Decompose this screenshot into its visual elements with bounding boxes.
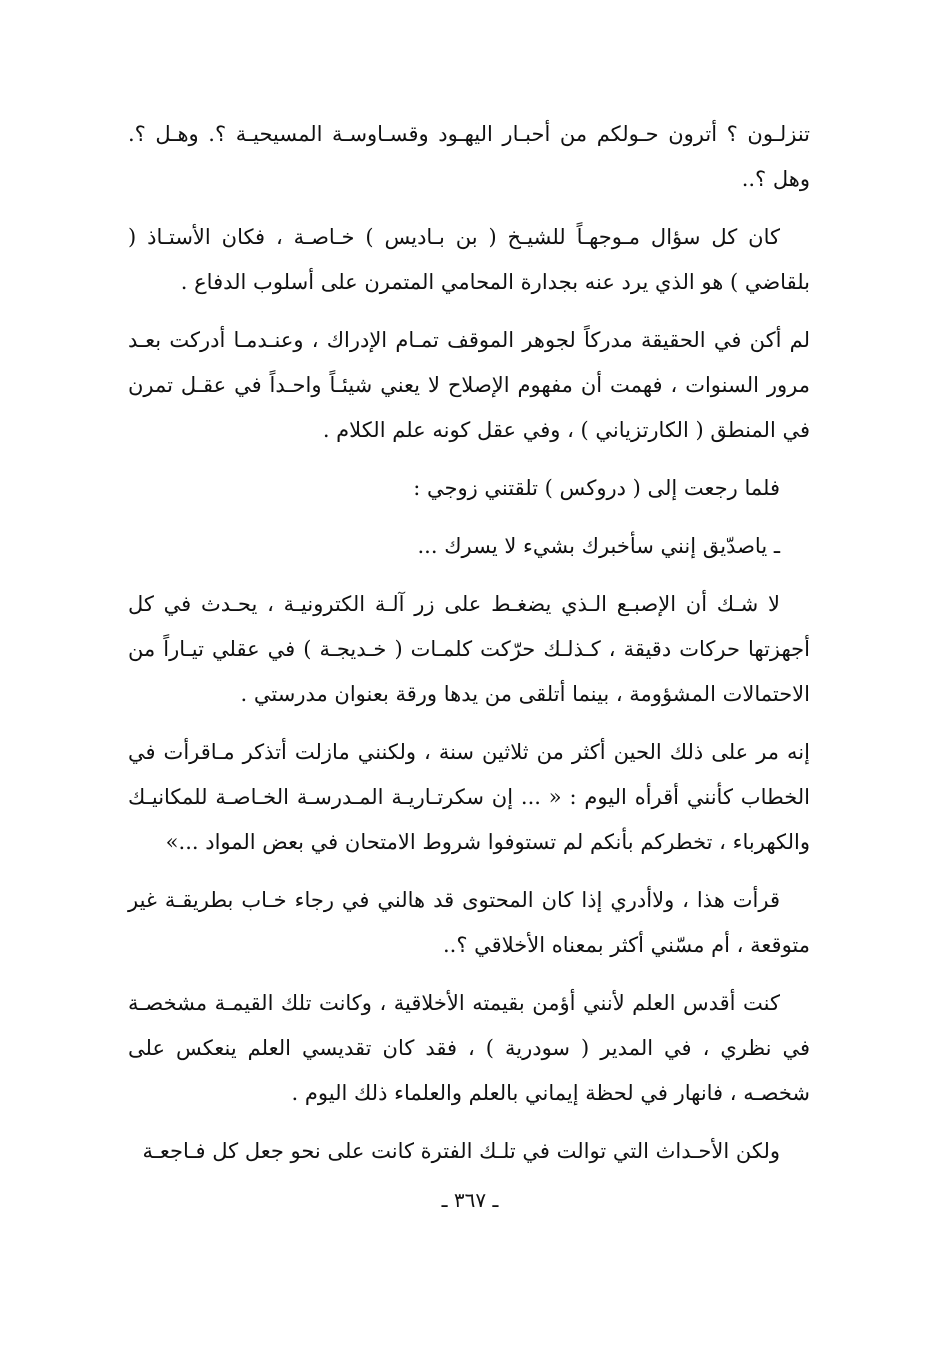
paragraph: قرأت هذا ، ولاأدري إذا كان المحتوى قد هالني في رجاء خـاب بطريقـة غير متوقعة ، أم مسّني أكثر بمعناه الأخلاقي ؟.. [128,888,810,957]
paragraph: لم أكن في الحقيقة مدركاً لجوهر الموقف تمـام الإدراك ، وعنـدمـا أدركت بعـد مرور السنوات ، فهمت أن مفهوم الإصلاح لا يعني شيئـاً واحـداً في عقـل تمرن في المنطق ( الكارتزياني ) ، وفي عقل كونه علم الكلام . [128,328,810,442]
paragraph: كان كل سؤال مـوجهـاً للشيـخ ( بن بـاديس ) خـاصـة ، فكان الأستـاذ ( بلقاضي ) هو الذي يرد عنه بجدارة المحامي المتمرن على أسلوب الدفاع . [128,225,810,294]
paragraph-continues-next-page: ولكن الأحـداث التي توالت في تلـك الفترة كانت على نحو جعل كل فـاجعـة [142,1139,780,1163]
book-page-text [128,112,810,1185]
paragraph-continuation: تنزلـون ؟ أترون حـولكم من أحبـار اليهـود وقسـاوسـة المسيحيـة ؟. وهـل ؟. وهل ؟.. [128,122,810,191]
paragraph: كنت أقدس العلم لأنني أؤمن بقيمته الأخلاقية ، وكانت تلك القيمـة مشخصـة في نظري ، في المدير ( سودرية ) ، فقد كان تقديسي العلم ينعكس على شخصـه ، فانهار في لحظة إيماني بالعلم والعلماء ذلك اليوم . [128,991,810,1105]
paragraph: فلما رجعت إلى ( دروكس ) تلقتني زوجي : [413,476,780,500]
paragraph-dialogue: ـ ياصدّيق إنني سأخبرك بشيء لا يسرك ... [417,534,780,558]
paragraph: إنه مر على ذلك الحين أكثر من ثلاثين سنة ، ولكنني مازلت أتذكر مـاقرأت في الخطاب كأنني أقرأه اليوم : « ... إن سكرتـاريـة المـدرسـة الخـاصـة للمكانيـك والكهرباء ، تخطركم بأنكم لم تستوفوا شروط الامتحان في بعض المواد ...» [128,740,810,854]
paragraph: لا شـك أن الإصبـع الـذي يضغـط على زر آلـة الكترونيـة ، يحـدث في كل أجهزتها حركات دقيقة ، كـذلـك حرّكت كلمـات ( خـديجـة ) في عقلي تيـاراً من الاحتمالات المشؤومة ، بينما أتلقى من يدها ورقة بعنوان مدرستي . [128,592,810,706]
page-number: ـ ٣٦٧ ـ [441,1188,499,1212]
